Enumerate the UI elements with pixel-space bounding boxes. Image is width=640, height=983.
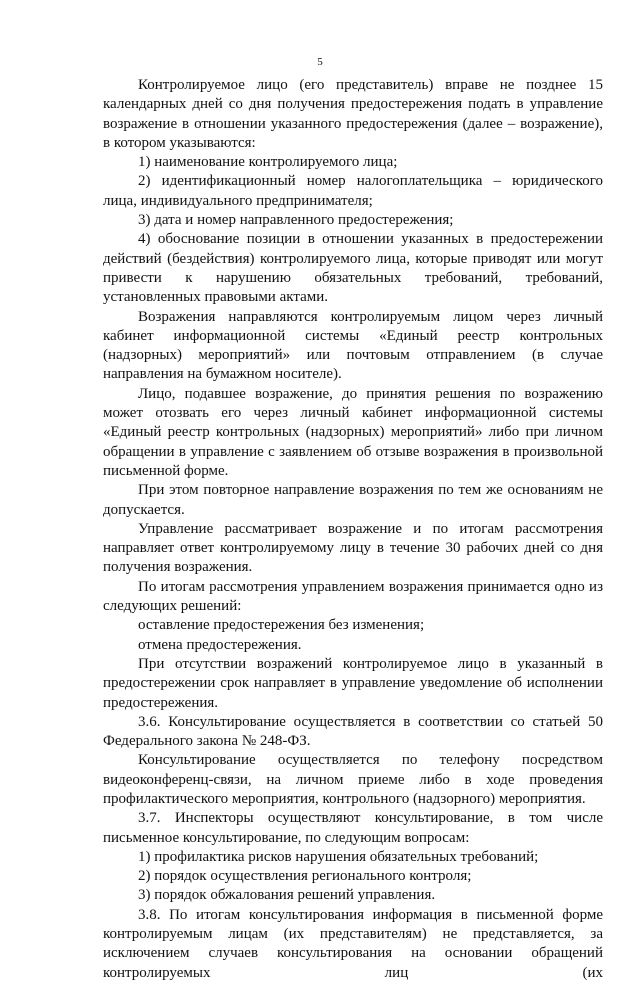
paragraph-objection-withdrawal: Лицо, подавшее возражение, до принятия решения по возражению может отозвать его через личный кабинет информационной системы «Единый реестр контрольных (надзорных) мероприятий» либо при личном обращении в управление с заявлением об отзыве возражения в произвольной письменной форме. — [103, 385, 603, 479]
document-body — [103, 76, 603, 983]
list-item-date-number: 3) дата и номер направленного предостережения; — [138, 212, 454, 229]
page-number: 5 — [317, 56, 323, 68]
paragraph-consulting-methods: Консультирование осуществляется по телефону посредством видеоконференц-связи, на личном приеме либо в ходе проведения профилактического мероприятия, контрольного (надзорного) мероприятия. — [103, 752, 603, 807]
consulting-topic-risk-prevention: 1) профилактика рисков нарушения обязательных требований; — [138, 848, 539, 865]
list-item-name: 1) наименование контролируемого лица; — [138, 154, 398, 171]
paragraph-decisions-intro: По итогам рассмотрения управлением возражения принимается одно из следующих решений: — [103, 578, 603, 615]
paragraph-no-objection: При отсутствии возражений контролируемое лицо в указанный в предостережении срок направляет в управление уведомление об исполнении предостережения. — [103, 655, 603, 711]
decision-item-keep: оставление предостережения без изменения; — [138, 617, 425, 634]
list-item-inn: 2) идентификационный номер налогоплательщика – юридического лица, индивидуального предпринимателя; — [103, 173, 603, 209]
consulting-topic-control-procedure: 2) порядок осуществления регионального контроля; — [138, 868, 472, 885]
paragraph-repeat-objection: При этом повторное направление возражения по тем же основаниям не допускается. — [103, 482, 603, 518]
paragraph-3-7: 3.7. Инспекторы осуществляют консультирование, в том числе письменное консультирование, по следующим вопросам: — [103, 810, 603, 846]
paragraph-3-6: 3.6. Консультирование осуществляется в соответствии со статьей 50 Федерального закона № 248-ФЗ. — [103, 713, 603, 750]
consulting-topic-appeal-procedure: 3) порядок обжалования решений управления. — [138, 887, 436, 904]
paragraph-objection-channels: Возражения направляются контролируемым лицом через личный кабинет информационной системы «Единый реестр контрольных (надзорных) мероприятий» или почтовым отправлением (в случае направления на бумажном носителе). — [103, 308, 603, 383]
list-item-justification: 4) обоснование позиции в отношении указанных в предостережении действий (бездействия) контролируемого лица, которые приводят или могут привести к нарушению обязательных требований, требований, установленных правовыми актами. — [103, 231, 603, 306]
paragraph-objection-right: Контролируемое лицо (его представитель) вправе не позднее 15 календарных дней со дня получения предостережения подать в управление возражение в отношении указанного предостережения (далее – возражение), в котором указываются: — [103, 77, 603, 151]
paragraph-3-8: 3.8. По итогам консультирования информация в письменной форме контролируемым лицам (их представителям) не представляется, за исключением случаев консультирования на основании обращений контролируемых лиц (их — [103, 906, 603, 981]
decision-item-cancel: отмена предостережения. — [138, 636, 302, 653]
paragraph-objection-review: Управление рассматривает возражение и по итогам рассмотрения направляет ответ контролируемому лицу в течение 30 рабочих дней со дня получения возражения. — [103, 520, 603, 576]
